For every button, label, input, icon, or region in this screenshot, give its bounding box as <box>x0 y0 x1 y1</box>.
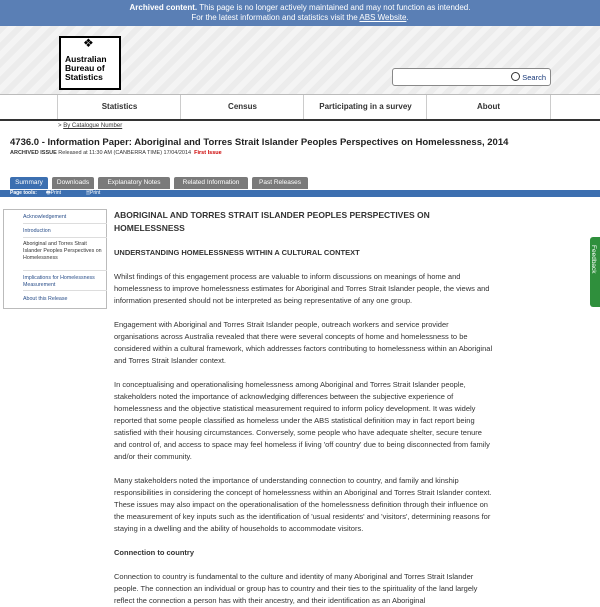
search-icon <box>511 72 520 81</box>
archived-label: ARCHIVED ISSUE <box>10 150 57 156</box>
logo-line1: Australian <box>65 54 107 64</box>
tab-past-releases[interactable]: Past Releases <box>252 177 308 189</box>
archive-line2: For the latest information and statistics visit the <box>191 13 358 22</box>
print-page-label: Print Page <box>50 190 63 203</box>
logo-line3: Statistics <box>65 72 103 82</box>
search-input[interactable] <box>397 71 509 85</box>
archive-notice-bar <box>0 0 600 26</box>
sidebar-divider <box>23 223 107 224</box>
nav-statistics[interactable]: Statistics <box>57 95 181 119</box>
search-button-label: Search <box>522 73 546 82</box>
tab-summary[interactable]: Summary <box>10 177 48 189</box>
sidebar-item-introduction[interactable]: Introduction <box>23 228 51 234</box>
tab-downloads[interactable]: Downloads <box>52 177 94 189</box>
archive-bold: Archived content. <box>129 3 198 12</box>
main-nav <box>0 94 600 121</box>
content-heading: ABORIGINAL AND TORRES STRAIT ISLANDER PEOPLES PERSPECTIVES ON HOMELESSNESS <box>114 210 430 233</box>
feedback-label: Feedback <box>590 245 597 274</box>
sidebar-item-about-release[interactable]: About this Release <box>23 296 68 302</box>
print-all-label: Print All <box>90 190 101 203</box>
feedback-tab[interactable] <box>590 237 600 307</box>
archive-line1: This page is no longer actively maintained and may not function as intended. <box>199 3 471 12</box>
nav-about[interactable]: About <box>426 95 551 119</box>
tab-explanatory-notes[interactable]: Explanatory Notes <box>98 177 170 189</box>
content-subheading: UNDERSTANDING HOMELESSNESS WITHIN A CULTURAL CONTEXT <box>114 248 360 257</box>
paragraph-1: Whilst findings of this engagement process are valuable to inform discussions on meanings of home and homelessness to improve homelessness estimates for Aboriginal and Torres Strait Islander people, the views and information presented should not be interpreted as being representative of any one group. <box>114 272 490 305</box>
page-tools-label: Page tools: <box>10 190 37 196</box>
sidebar-divider <box>23 290 107 291</box>
archive-period: . <box>406 13 409 22</box>
breadcrumb <box>58 123 122 129</box>
print-all-button[interactable]: 🗎 Print All <box>86 190 101 203</box>
sidebar-item-acknowledgement[interactable]: Acknowledgement <box>23 214 67 220</box>
page-tools-bar <box>0 190 600 203</box>
content-subheading-connection: Connection to country <box>114 548 194 557</box>
paragraph-5: Connection to country is fundamental to the culture and identity of many Aboriginal and Torres Strait Islander people. The connection an individual or group has to country and their ties to the spirituality of the land largely reflect the connection a person has with their ancestry, and their identification as an Aboriginal <box>114 572 478 605</box>
breadcrumb-catalogue-link[interactable]: By Catalogue Number <box>63 123 123 129</box>
sidebar-divider <box>23 270 107 271</box>
paragraph-2: Engagement with Aboriginal and Torres Strait Islander people, outreach workers and service provider organisations across Australia revealed that there were several concepts of home and homelessness to be considered within a cultural framework, which addresses factors contributing to homelessness within an Aboriginal and Torres Strait Islander context. <box>114 320 493 365</box>
tab-related-information[interactable]: Related Information <box>174 177 248 189</box>
release-meta <box>10 150 222 156</box>
coat-of-arms-icon: ❖ <box>83 36 94 50</box>
sidebar-item-implications[interactable]: Implications for Homelessness Measurement <box>23 275 95 288</box>
abs-logo[interactable] <box>59 36 121 90</box>
contents-sidebar <box>3 209 107 309</box>
print-page-button[interactable]: 🖶 Print Page <box>46 190 63 203</box>
search-box <box>392 68 551 86</box>
logo-line2: Bureau of <box>65 63 105 73</box>
page-title: 4736.0 - Information Paper: Aboriginal and Torres Strait Islander Peoples Perspectives on Homelessness, 2014 <box>10 137 509 148</box>
paragraph-3: In conceptualising and operationalising homelessness among Aboriginal and Torres Strait Islander people, stakeholders noted the importance of acknowledging differences between the subjective experience of homelessness and the objective statistical measurement required to inform policy development. It was widely reported that some people classified as homeless under the ABS statistical definition may in fact report being satisfied with their housing circumstances. Conversely, some people who have adequate shelter, secure tenure and control of, and access to space may feel homeless if living 'off country' due to being disconnected from family and/or their community. <box>114 380 490 461</box>
sidebar-item-perspectives: Aboriginal and Torres Strait Islander Peoples Perspectives on Homelessness <box>23 241 102 261</box>
paragraph-4: Many stakeholders noted the importance of understanding connection to country, and family and kinship responsibilities in considering the concept of homelessness within an Aboriginal and Torres Strait Islander context. These issues may also impact on the operationalisation of the homelessness definition through their influence on the measurement of key inputs such as the identification of 'usual residents' and 'visitors', determining reasons for staying in a dwelling and the ability of households to accommodate visitors. <box>114 476 492 533</box>
nav-participating[interactable]: Participating in a survey <box>303 95 427 119</box>
first-issue-label: First Issue <box>194 150 222 156</box>
nav-census[interactable]: Census <box>180 95 304 119</box>
breadcrumb-prefix: > <box>58 123 62 129</box>
release-date: Released at 11:30 AM (CANBERRA TIME) 17/04/2014 <box>58 150 192 156</box>
sidebar-divider <box>23 237 107 238</box>
abs-website-link[interactable]: ABS Website <box>359 13 407 22</box>
search-button[interactable] <box>511 72 546 82</box>
